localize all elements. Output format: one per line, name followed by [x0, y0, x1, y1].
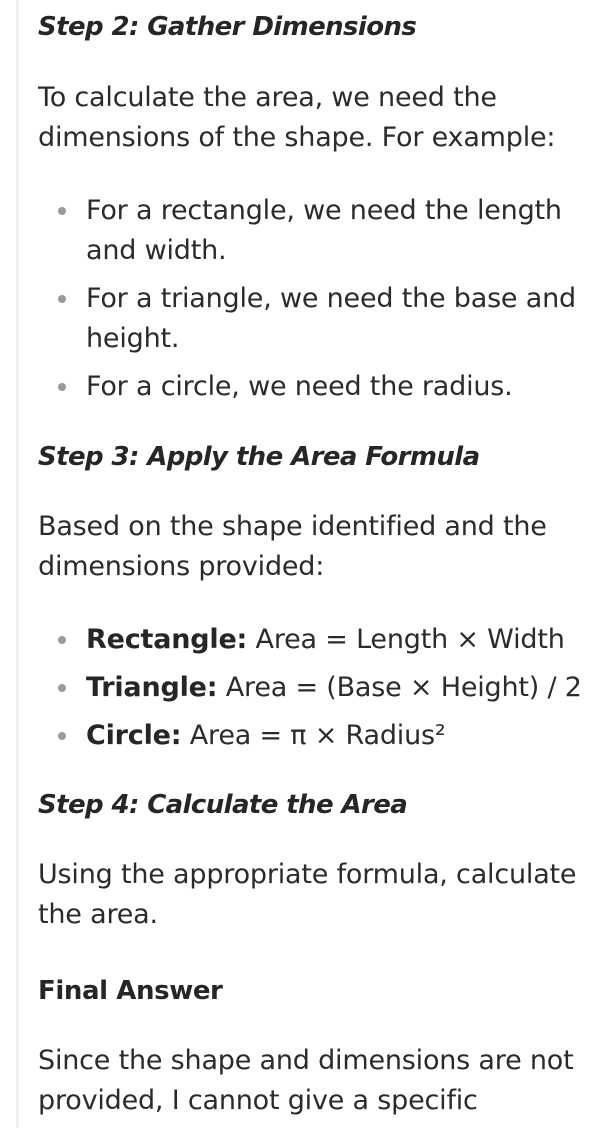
- final-answer-body: Since the shape and dimensions are not provided, I cannot give a specific: [38, 1045, 574, 1116]
- list-item-text: For a rectangle, we need the length and width.: [86, 195, 562, 266]
- step-4-heading: Step 4: Calculate the Area: [38, 790, 408, 820]
- list-item: [38, 367, 588, 407]
- formula-text: Area = Length × Width: [255, 624, 565, 655]
- list-item-rectangle: [38, 620, 588, 660]
- step-2-bullet-list: [38, 191, 588, 407]
- list-item-triangle: [38, 668, 588, 708]
- list-item-text: For a triangle, we need the base and height.: [86, 283, 576, 354]
- list-item: [38, 279, 588, 359]
- formula-label: Circle:: [86, 720, 182, 751]
- list-item: [38, 191, 588, 271]
- left-border-rule: [16, 0, 19, 1128]
- list-item-circle: [38, 716, 588, 756]
- bullet-dot: [58, 684, 66, 692]
- formula-label: Rectangle:: [86, 624, 248, 655]
- bullet-dot: [58, 383, 66, 391]
- list-item-text: For a circle, we need the radius.: [86, 371, 513, 402]
- step-2-intro: To calculate the area, we need the dimensions of the shape. For example:: [38, 82, 556, 153]
- bullet-dot: [58, 207, 66, 215]
- step-3-heading: Step 3: Apply the Area Formula: [38, 442, 480, 472]
- step-4-body: Using the appropriate formula, calculate the area.: [38, 859, 577, 930]
- formula-list: [38, 620, 588, 756]
- bullet-dot: [58, 295, 66, 303]
- final-answer-heading: Final Answer: [38, 976, 223, 1006]
- formula-label: Triangle:: [86, 672, 218, 703]
- step-3-intro: Based on the shape identified and the dimensions provided:: [38, 511, 547, 582]
- bullet-dot: [58, 732, 66, 740]
- formula-text: Area = π × Radius²: [189, 720, 446, 751]
- bullet-dot: [58, 636, 66, 644]
- step-2-heading: Step 2: Gather Dimensions: [38, 12, 417, 42]
- formula-text: Area = (Base × Height) / 2: [225, 672, 582, 703]
